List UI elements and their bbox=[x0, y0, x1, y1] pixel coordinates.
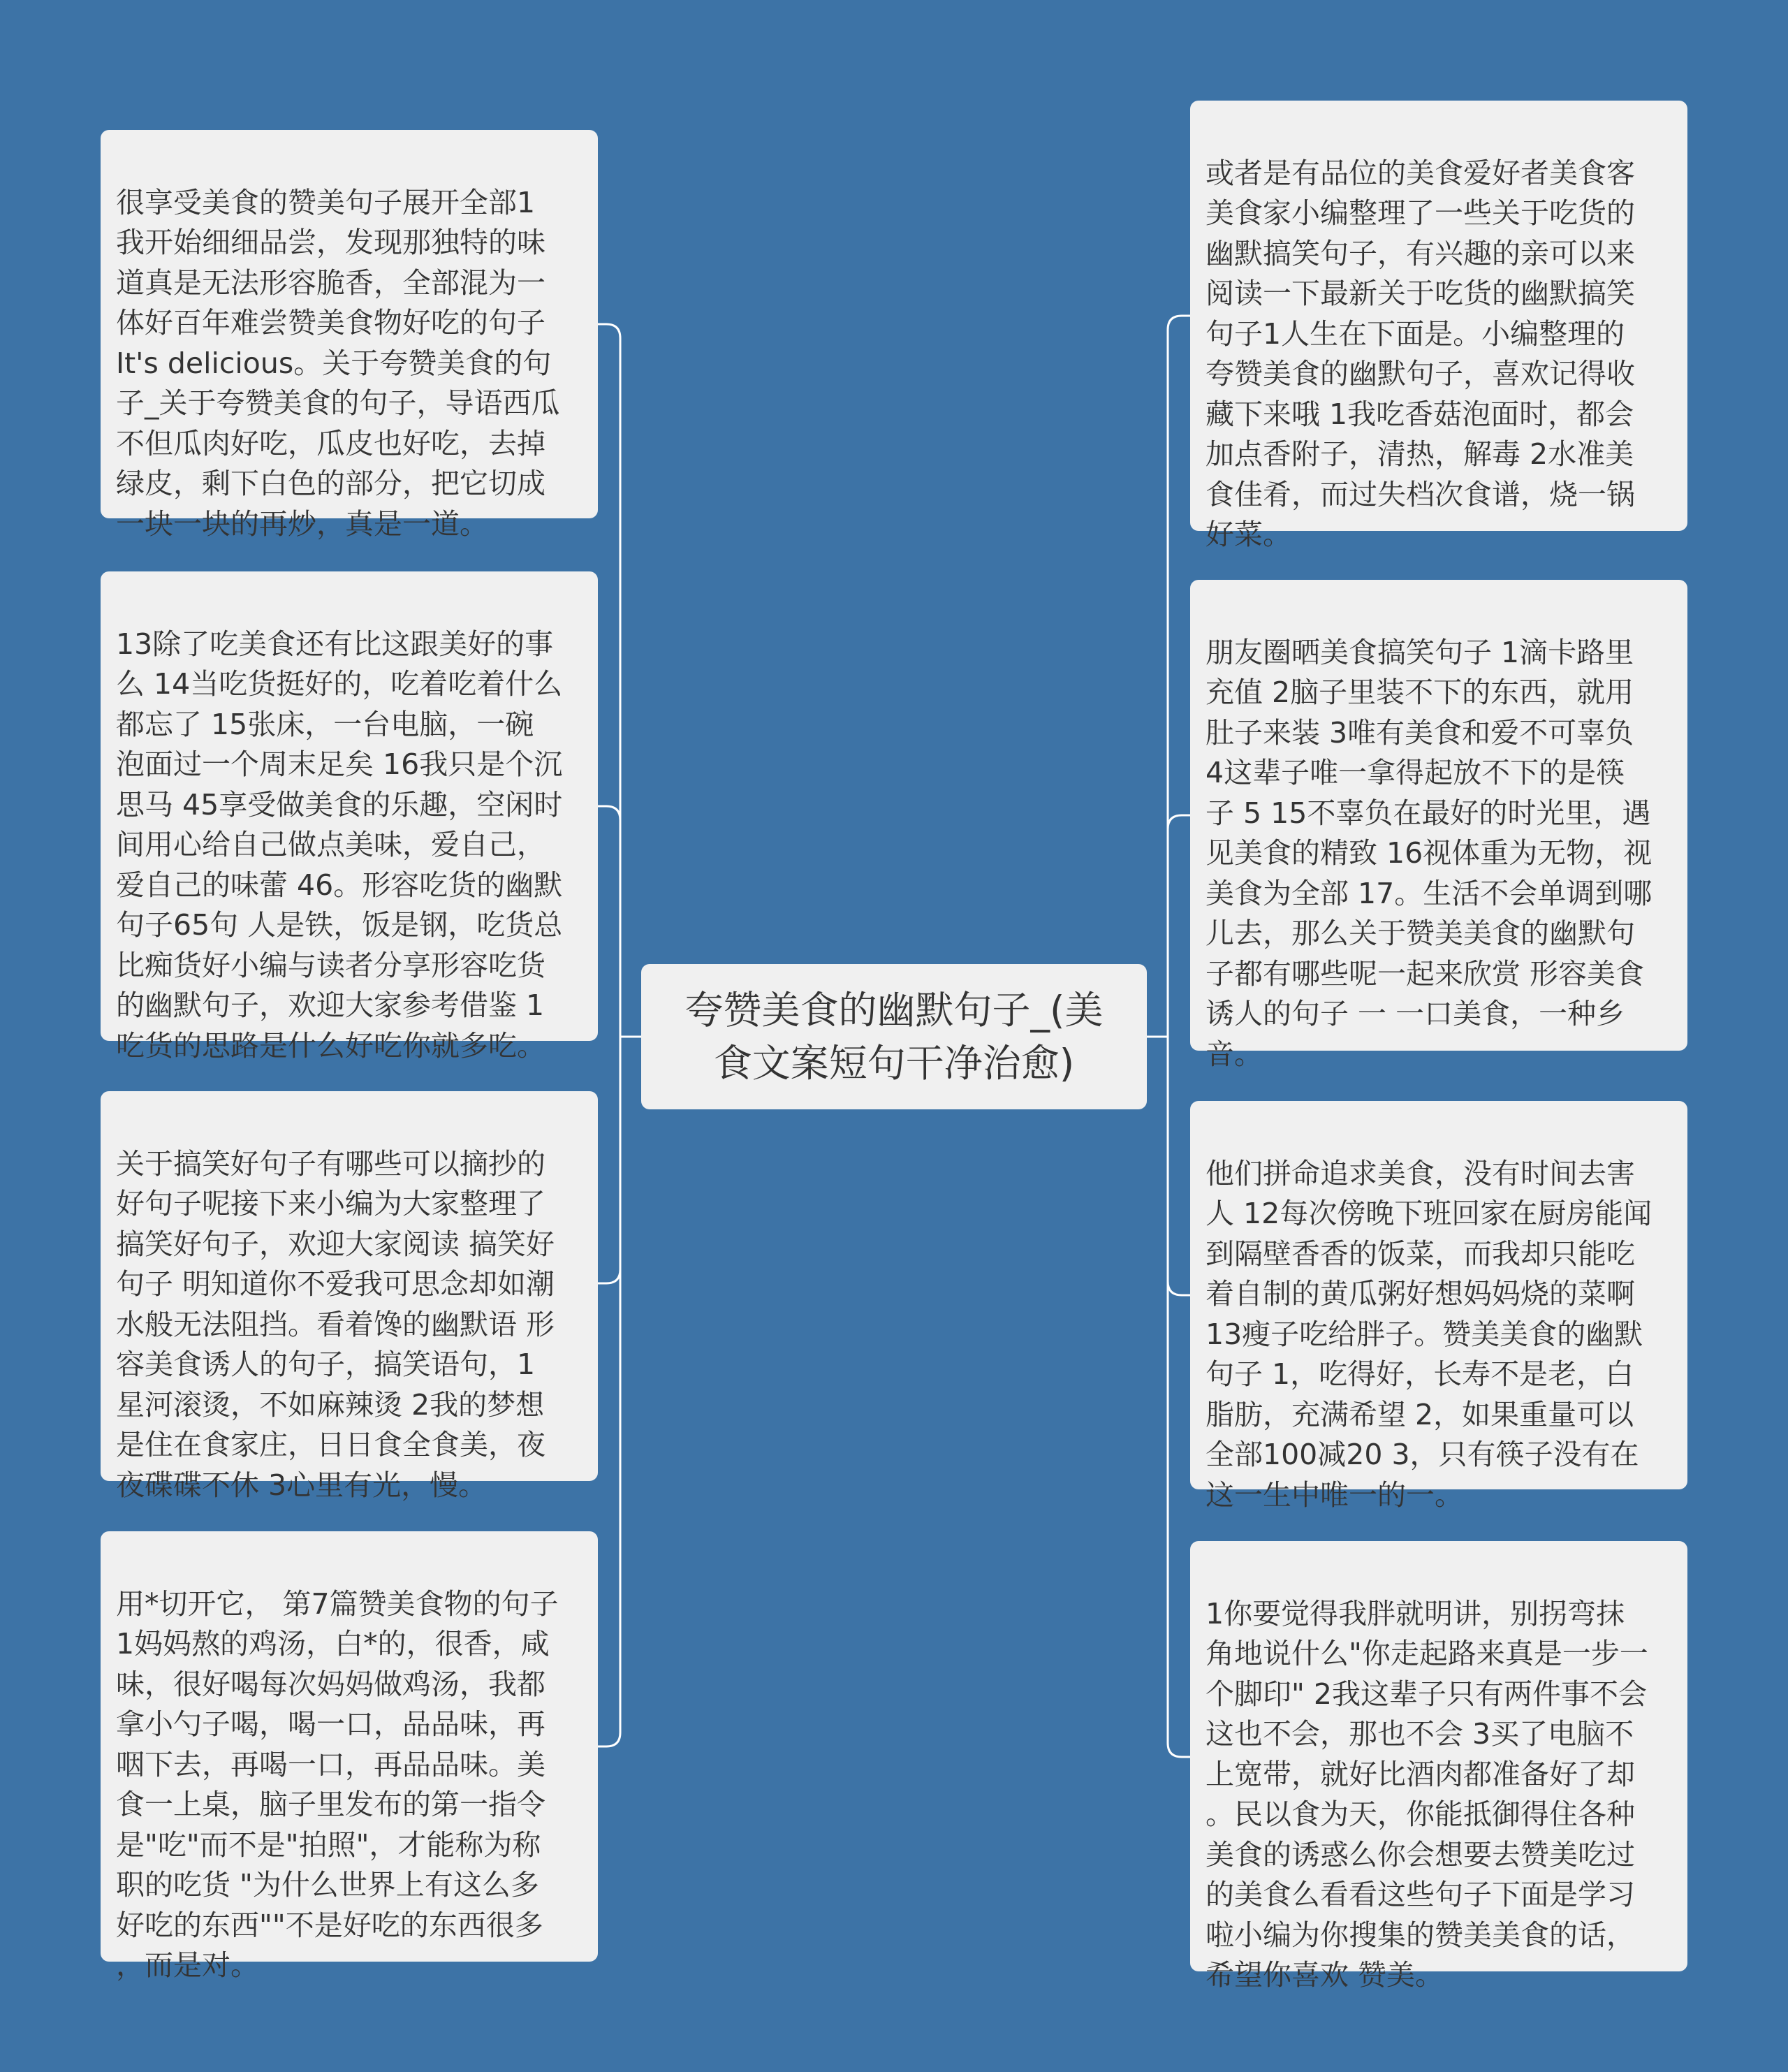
right-node-3-text: 他们拼命追求美食，没有时间去害 人 12每次傍晚下班回家在厨房能闻 到隔壁香香的饭菜，而我却只能吃 着自制的黄瓜粥好想妈妈烧的菜啊 13瘦子吃给胖子。赞美美食的幽默 句子 1，吃得好，长寿不是老，白 脂肪，充满希望 2，如果重量可以 全部100减20 3，只有筷子没有在 这一生中唯一的一。 bbox=[1206, 1156, 1653, 1512]
left-node-4[interactable] bbox=[101, 1531, 598, 1982]
central-topic[interactable] bbox=[641, 964, 1147, 1109]
connector-right-3 bbox=[1168, 1037, 1190, 1295]
left-node-1-text: 很享受美食的赞美句子展开全部1 我开始细细品尝，发现那独特的味 道真是无法形容脆香，全部混为一 体好百年难尝赞美食物好吃的句子 It's delicious。关于夸赞美食的句 子_关于夸赞美食的句子，导语西瓜 不但瓜肉好吃，瓜皮也好吃，去掉 绿皮，剩下白色的部分，把它切成 一块一块的再炒，真是一道。 bbox=[116, 185, 560, 541]
connector-left-3 bbox=[598, 1037, 620, 1283]
right-node-2[interactable] bbox=[1190, 580, 1687, 1071]
left-node-2-text: 13除了吃美食还有比这跟美好的事 么 14当吃货挺好的，吃着吃着什么 都忘了 15张床，一台电脑，一碗 泡面过一个周末足矣 16我只是个沉 思马 45享受做美食的乐趣，空闲时 间用心给自己做点美味，爱自己， 爱自己的味蕾 46。形容吃货的幽默 句子65句 人是铁，饭是钢，吃货总 比痴货好小编与读者分享形容吃货 的幽默句子，欢迎大家参考借鉴 1 吃货的思路是什么好吃你就多吃。 bbox=[116, 627, 563, 1063]
central-topic-title: 夸赞美食的幽默句子_(美 食文案短句干净治愈) bbox=[684, 988, 1104, 1086]
connector-right-1 bbox=[1168, 316, 1190, 1037]
left-node-4-text: 用*切开它， 第7篇赞美食物的句子 1妈妈熬的鸡汤，白*的，很香，咸 味，很好喝每次妈妈做鸡汤，我都 拿小勺子喝，喝一口，品品味，再 咽下去，再喝一口，再品品味。美 食一上桌，脑子里发布的第一指令 是"吃"而不是"拍照"，才能称为称 职的吃货 "为什么世界上有这么多 好吃的东西""不是好吃的东西很多 ，而是对。 bbox=[116, 1586, 559, 1982]
right-node-1-text: 或者是有品位的美食爱好者美食客 美食家小编整理了一些关于吃货的 幽默搞笑句子，有兴趣的亲可以来 阅读一下最新关于吃货的幽默搞笑 句子1人生在下面是。小编整理的 夸赞美食的幽默句子，喜欢记得收 藏下来哦 1我吃香菇泡面时，都会 加点香附子，清热，解毒 2水准美 食佳肴，而过失档次食谱，烧一锅 好菜。 bbox=[1206, 156, 1635, 551]
right-node-1[interactable] bbox=[1190, 101, 1687, 551]
left-node-1[interactable] bbox=[101, 130, 598, 541]
right-node-4-text: 1你要觉得我胖就明讲，别拐弯抹 角地说什么"你走起路来真是一步一 个脚印" 2我这辈子只有两件事不会 这也不会，那也不会 3买了电脑不 上宽带，就好比酒肉都准备好了却 。民以食为天，你能抵御得住各种 美食的诱惑么你会想要去赞美吃过 的美食么看看这些句子下面是学习 啦小编为你搜集的赞美美食的话， 希望你喜欢 赞美。 bbox=[1206, 1596, 1648, 1992]
connector-left-2 bbox=[598, 806, 620, 1037]
left-node-3[interactable] bbox=[101, 1091, 598, 1502]
left-node-3-text: 关于搞笑好句子有哪些可以摘抄的 好句子呢接下来小编为大家整理了 搞笑好句子，欢迎大家阅读 搞笑好 句子 明知道你不爱我可思念却如潮 水般无法阻挡。看着馋的幽默语 形 容美食诱人的句子，搞笑语句，1 星河滚烫，不如麻辣烫 2我的梦想 是住在食家庄，日日食全食美，夜 夜碟碟不休 3心里有光，慢。 bbox=[116, 1146, 555, 1502]
right-node-4[interactable] bbox=[1190, 1541, 1687, 1992]
connector-left-1 bbox=[598, 324, 620, 1037]
connector-right-2 bbox=[1168, 815, 1190, 1037]
connector-left-4 bbox=[598, 1037, 620, 1746]
left-node-2[interactable] bbox=[101, 571, 598, 1063]
right-node-3[interactable] bbox=[1190, 1101, 1687, 1512]
connector-right-4 bbox=[1168, 1037, 1190, 1757]
right-node-2-text: 朋友圈晒美食搞笑句子 1滴卡路里 充值 2脑子里装不下的东西，就用 肚子来装 3唯有美食和爱不可辜负 4这辈子唯一拿得起放不下的是筷 子 5 15不辜负在最好的时光里，遇 见美食的精致 16视体重为无物，视 美食为全部 17。生活不会单调到哪 儿去，那么关于赞美美食的幽默句 子都有哪些呢一起来欣赏 形容美食 诱人的句子 一 一口美食，一种乡 音。 bbox=[1206, 635, 1653, 1071]
